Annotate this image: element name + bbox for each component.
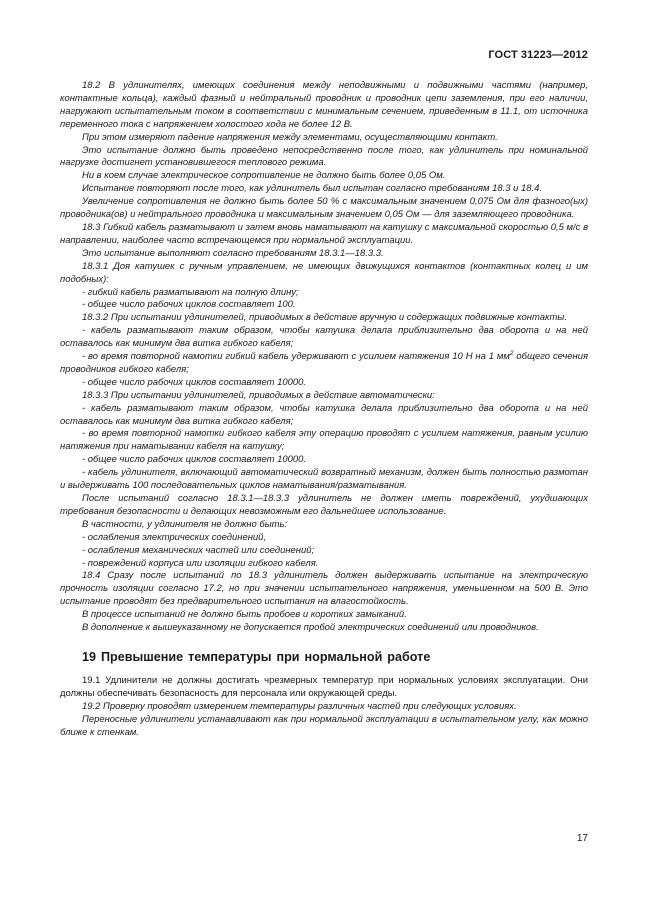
paragraph: Это испытание должно быть проведено непосредственно после того, как удлинитель при номинальной нагрузке достигнет установившегося теплового режима. — [60, 144, 588, 169]
document-body — [60, 80, 588, 740]
paragraph: При этом измеряют падение напряжения между элементами, осуществляющими контакт. — [82, 131, 498, 143]
list-item: - повреждений корпуса или изоляции гибкого кабеля. — [82, 557, 319, 569]
paragraph: Переносные удлинители устанавливают как при нормальной эксплуатации в испытательном углу, как можно ближе к стенкам. — [60, 713, 588, 738]
list-item: - кабель удлинителя, включающий автоматический возвратный механизм, должен быть полностью размотан и выдерживать 100 последовательных циклов наматывания/разматывания. — [60, 467, 588, 492]
paragraph: 18.4 Сразу после испытаний по 18.3 удлинитель должен выдерживать испытание на электрическую прочность изоляции согласно 17.2, но при значении испытательного напряжения, уменьшенном на 500 В. Это испытание проводят без предварительного испытания на влагостойкость. — [60, 570, 588, 608]
tension-text-tail: общего сечения проводников гибкого кабеля; — [60, 351, 589, 375]
paragraph: После испытаний согласно 18.3.1—18.3.3 удлинитель не должен иметь повреждений, ухудшающих требования безопасности и делающих невозможным его дальнейшее использование. — [60, 493, 588, 517]
tension-paragraph — [60, 351, 588, 377]
paragraph: 18.3.2 При испытании удлинителей, приводимых в действие вручную и содержащих подвижные контакты. — [82, 312, 567, 324]
list-item: - кабель разматывают таким образом, чтобы катушка делала приблизительно два оборота и на ней оставалось как минимум два витка гибкого кабеля; — [60, 402, 588, 427]
list-item: - гибкий кабель разматывают на полную длину; — [82, 286, 299, 298]
paragraph: В дополнение к вышеуказанному не допускается пробой электрических соединений или проводников. — [82, 622, 539, 634]
list-item: - общее число рабочих циклов составляет 10000. — [82, 376, 307, 388]
list-item: - ослабления механических частей или соединений; — [82, 544, 315, 556]
list-item: - кабель разматывают таким образом, чтобы катушка делала приблизительно два оборота и на ней оставалось как минимум два витка гибкого кабеля; — [60, 325, 588, 350]
list-item: - ослабления электрических соединений, — [82, 531, 267, 543]
paragraph: Увеличение сопротивления не должно быть более 50 % с максимальным значением 0,075 Ом для фазного(ых) проводника(ов) и нейтрального проводника и максимальным значением 0,05 Ом — для заземляющего проводника. — [60, 196, 588, 221]
list-item: - общее число рабочих циклов составляет 10000. — [82, 454, 307, 466]
square-superscript: 2 — [509, 349, 514, 357]
paragraph: 19.2 Проверку проводят измерением температуры различных частей при следующих условиях. — [82, 700, 517, 712]
list-item: - во время повторной намотки гибкого кабеля эту операцию проводят с усилием натяжения, равным усилию натяжения при наматывании кабеля на катушку; — [60, 428, 588, 453]
tension-text: - во время повторной намотки гибкий кабель удерживают с усилием натяжения 10 Н на 1 мм — [82, 351, 510, 363]
paragraph: 18.3.3 При испытании удлинителей, приводимых в действие автоматически: — [82, 389, 435, 401]
paragraph: 18.2 В удлинителях, имеющих соединения между неподвижными и подвижными частями (например, контактные кольца), каждый фазный и нейтральный проводник и проводник цепи заземления, при его наличии, нагружают испытательным током в соответствии с минимальным сечением, приведенным в 11.1, от источника переменного тока с напряжением холостого хода не более 12 В. — [60, 80, 588, 130]
section-title: 19 Превышение температуры при нормальной работе — [82, 649, 431, 664]
paragraph: Ни в коем случае электрическое сопротивление не должно быть более 0,05 Ом. — [82, 170, 446, 182]
paragraph: 19.1 Удлинители не должны достигать чрезмерных температур при нормальных условиях эксплуатации. Они должны обеспечивать безопасность для персонала или окружающей среды. — [60, 674, 588, 699]
paragraph: Испытание повторяют после того, как удлинитель был испытан согласно требованиям 18.3 и 18.4. — [82, 183, 542, 195]
paragraph: 18.3.1 Доя катушек с ручным управлением, не имеющих движущихся контактов (контактных колец и им подобных): — [60, 260, 588, 285]
paragraph: 18.3 Гибкий кабель разматывают и затем вновь наматывают на катушку с максимальной скоростью 0,5 м/с в направлении, наиболее часто встречающемся при нормальной эксплуатации. — [60, 221, 588, 246]
paragraph: В частности, у удлинителя не должно быть: — [82, 518, 288, 530]
list-item: - общее число рабочих циклов составляет 100. — [82, 299, 296, 311]
page-number: 17 — [576, 833, 588, 844]
paragraph: Это испытание выполняют согласно требованиям 18.3.1—18.3.3. — [82, 247, 384, 259]
paragraph: В процессе испытаний не должно быть пробоев и коротких замыканий. — [82, 609, 407, 621]
standard-header: ГОСТ 31223—2012 — [488, 49, 588, 61]
